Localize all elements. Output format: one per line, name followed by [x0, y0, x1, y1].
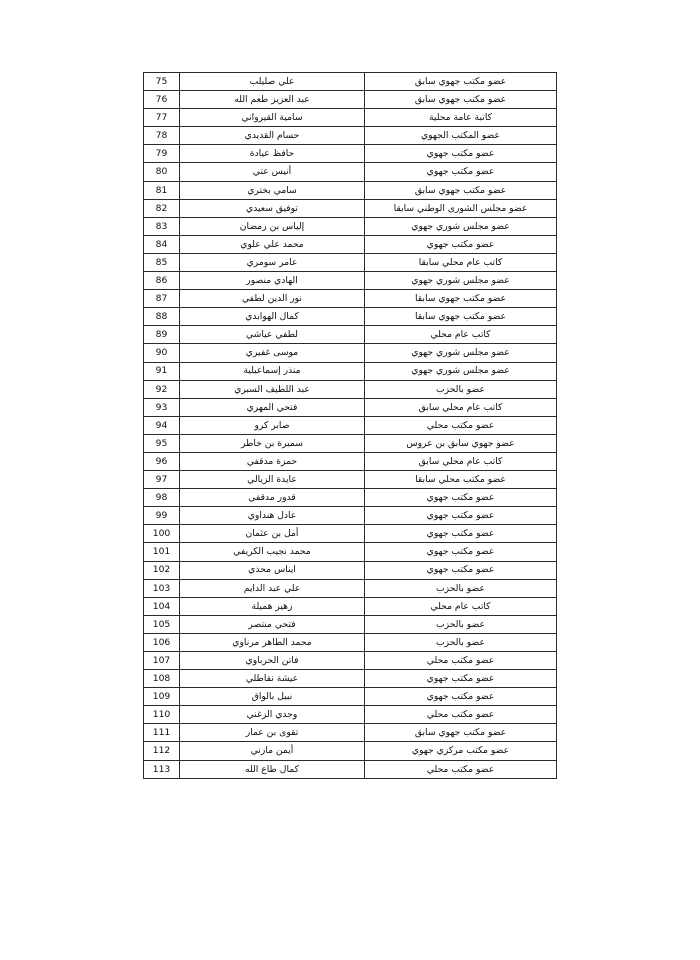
table-row	[144, 688, 557, 706]
cell-role: عضو مكتب جهوي	[365, 489, 557, 507]
cell-number: 95	[144, 434, 180, 452]
cell-name: عبد اللطيف السبري	[180, 380, 365, 398]
cell-role: عضو مجلس شوري جهوي	[365, 272, 557, 290]
table-row	[144, 380, 557, 398]
cell-role: عضو مكتب محلي	[365, 652, 557, 670]
table-row	[144, 272, 557, 290]
cell-number: 97	[144, 471, 180, 489]
table-row	[144, 73, 557, 91]
cell-role: عضو مكتب جهوي سابق	[365, 91, 557, 109]
table-row	[144, 507, 557, 525]
cell-name: نور الدين لطفي	[180, 290, 365, 308]
cell-name: صابر كرو	[180, 416, 365, 434]
cell-name: وجدي الزغني	[180, 706, 365, 724]
table-row	[144, 525, 557, 543]
cell-name: فاتن الحرباوي	[180, 652, 365, 670]
table-row	[144, 561, 557, 579]
cell-number: 110	[144, 706, 180, 724]
cell-number: 108	[144, 670, 180, 688]
cell-number: 75	[144, 73, 180, 91]
cell-role: عضو مكتب جهوي	[365, 561, 557, 579]
table-row	[144, 452, 557, 470]
cell-name: تقوى بن عمار	[180, 724, 365, 742]
cell-number: 88	[144, 308, 180, 326]
table-row	[144, 235, 557, 253]
table-row	[144, 91, 557, 109]
cell-role: عضو مكتب جهوي	[365, 507, 557, 525]
cell-number: 80	[144, 163, 180, 181]
table-row	[144, 344, 557, 362]
cell-role: عضو مكتب مركزي جهوي	[365, 742, 557, 760]
cell-name: كمال الهوابدي	[180, 308, 365, 326]
cell-number: 106	[144, 633, 180, 651]
cell-number: 101	[144, 543, 180, 561]
cell-role: عضو مجلس شوري جهوي	[365, 362, 557, 380]
cell-name: أمل بن عثمان	[180, 525, 365, 543]
table-row	[144, 489, 557, 507]
table-row	[144, 724, 557, 742]
cell-number: 93	[144, 398, 180, 416]
cell-name: علي عبد الدايم	[180, 579, 365, 597]
cell-role: عضو جهوي سابق بن عروس	[365, 434, 557, 452]
table-row	[144, 253, 557, 271]
cell-name: أنيس عتي	[180, 163, 365, 181]
cell-number: 112	[144, 742, 180, 760]
cell-role: عضو بالحزب	[365, 615, 557, 633]
cell-name: منذر إسماعيلية	[180, 362, 365, 380]
cell-number: 86	[144, 272, 180, 290]
cell-name: ايناس محذي	[180, 561, 365, 579]
cell-name: سامي بختري	[180, 181, 365, 199]
cell-name: زهير هميلة	[180, 597, 365, 615]
cell-name: أيمن مازني	[180, 742, 365, 760]
table-row	[144, 760, 557, 778]
cell-name: محمد الطاهر مرناوي	[180, 633, 365, 651]
cell-name: الهادي منصور	[180, 272, 365, 290]
cell-number: 78	[144, 127, 180, 145]
cell-role: عضو مكتب جهوي	[365, 235, 557, 253]
cell-number: 92	[144, 380, 180, 398]
cell-role: كاتب عام محلي سابقا	[365, 253, 557, 271]
cell-name: سامية القيرواني	[180, 109, 365, 127]
cell-role: عضو مكتب جهوي	[365, 670, 557, 688]
cell-number: 105	[144, 615, 180, 633]
cell-number: 89	[144, 326, 180, 344]
cell-name: فتحي منتصر	[180, 615, 365, 633]
cell-role: عضو مكتب جهوي	[365, 688, 557, 706]
cell-role: عضو مكتب جهوي سابق	[365, 181, 557, 199]
cell-number: 98	[144, 489, 180, 507]
table-row	[144, 308, 557, 326]
cell-name: حافظ عيادة	[180, 145, 365, 163]
table-row	[144, 290, 557, 308]
cell-number: 77	[144, 109, 180, 127]
cell-role: عضو مكتب جهوي	[365, 145, 557, 163]
cell-number: 104	[144, 597, 180, 615]
table-row	[144, 127, 557, 145]
table-row	[144, 217, 557, 235]
cell-role: كاتبة عامة محلية	[365, 109, 557, 127]
cell-role: عضو بالحزب	[365, 380, 557, 398]
cell-name: عبد العزيز طعم الله	[180, 91, 365, 109]
table-row	[144, 706, 557, 724]
cell-number: 113	[144, 760, 180, 778]
cell-number: 94	[144, 416, 180, 434]
cell-role: عضو بالحزب	[365, 579, 557, 597]
cell-role: كاتب عام محلي	[365, 597, 557, 615]
table-row	[144, 742, 557, 760]
cell-name: توفيق سعيدي	[180, 199, 365, 217]
cell-name: كمال طاع الله	[180, 760, 365, 778]
cell-number: 79	[144, 145, 180, 163]
cell-role: عضو مكتب محلي	[365, 416, 557, 434]
table-row	[144, 362, 557, 380]
cell-name: عيشة نقاطلي	[180, 670, 365, 688]
table-row	[144, 163, 557, 181]
cell-number: 103	[144, 579, 180, 597]
cell-number: 87	[144, 290, 180, 308]
cell-role: عضو مكتب محلي	[365, 706, 557, 724]
cell-number: 102	[144, 561, 180, 579]
table-row	[144, 670, 557, 688]
cell-name: موسى غفيري	[180, 344, 365, 362]
cell-name: عايدة الزيالي	[180, 471, 365, 489]
table-row	[144, 471, 557, 489]
cell-number: 90	[144, 344, 180, 362]
cell-role: عضو مكتب جهوي سابق	[365, 73, 557, 91]
cell-number: 76	[144, 91, 180, 109]
roster-table-container	[0, 72, 700, 779]
cell-role: عضو مكتب جهوي	[365, 525, 557, 543]
cell-role: كاتب عام محلي	[365, 326, 557, 344]
cell-role: عضو بالحزب	[365, 633, 557, 651]
table-row	[144, 416, 557, 434]
cell-number: 83	[144, 217, 180, 235]
cell-number: 84	[144, 235, 180, 253]
table-row	[144, 181, 557, 199]
cell-role: كاتب عام محلي سابق	[365, 398, 557, 416]
cell-name: حسام القديدي	[180, 127, 365, 145]
cell-number: 96	[144, 452, 180, 470]
cell-number: 99	[144, 507, 180, 525]
table-row	[144, 109, 557, 127]
table-row	[144, 652, 557, 670]
cell-role: عضو مكتب جهوي	[365, 163, 557, 181]
cell-name: إلياس بن رمضان	[180, 217, 365, 235]
cell-role: عضو مكتب جهوي	[365, 543, 557, 561]
cell-name: قدور مدقفي	[180, 489, 365, 507]
cell-number: 85	[144, 253, 180, 271]
cell-role: عضو مكتب جهوي سابقا	[365, 290, 557, 308]
table-row	[144, 597, 557, 615]
cell-number: 111	[144, 724, 180, 742]
cell-number: 81	[144, 181, 180, 199]
table-row	[144, 633, 557, 651]
table-row	[144, 326, 557, 344]
roster-table	[143, 72, 557, 779]
cell-role: عضو المكتب الجهوي	[365, 127, 557, 145]
cell-number: 91	[144, 362, 180, 380]
cell-role: عضو مجلس شوري جهوي	[365, 217, 557, 235]
cell-number: 107	[144, 652, 180, 670]
cell-name: لطفي عياشي	[180, 326, 365, 344]
cell-name: سميرة بن خاطر	[180, 434, 365, 452]
cell-name: محمد علي علوي	[180, 235, 365, 253]
table-row	[144, 543, 557, 561]
cell-name: عامر سومري	[180, 253, 365, 271]
cell-role: عضو مكتب جهوي سابقا	[365, 308, 557, 326]
cell-role: عضو مكتب محلي سابقا	[365, 471, 557, 489]
cell-name: محمد نجيب الكريفي	[180, 543, 365, 561]
cell-number: 109	[144, 688, 180, 706]
cell-name: علي صليلب	[180, 73, 365, 91]
table-row	[144, 579, 557, 597]
cell-role: عضو مجلس الشورى الوطني سابقا	[365, 199, 557, 217]
roster-table-body	[144, 73, 557, 779]
table-row	[144, 398, 557, 416]
cell-name: نبيل بالواق	[180, 688, 365, 706]
cell-number: 82	[144, 199, 180, 217]
table-row	[144, 145, 557, 163]
cell-name: حمزة مدقفي	[180, 452, 365, 470]
table-row	[144, 434, 557, 452]
cell-name: عادل هنداوي	[180, 507, 365, 525]
cell-role: كاتب عام محلي سابق	[365, 452, 557, 470]
cell-role: عضو مكتب جهوي سابق	[365, 724, 557, 742]
cell-role: عضو مكتب محلي	[365, 760, 557, 778]
cell-name: فتحي المهري	[180, 398, 365, 416]
cell-number: 100	[144, 525, 180, 543]
table-row	[144, 615, 557, 633]
table-row	[144, 199, 557, 217]
cell-role: عضو مجلس شوري جهوي	[365, 344, 557, 362]
